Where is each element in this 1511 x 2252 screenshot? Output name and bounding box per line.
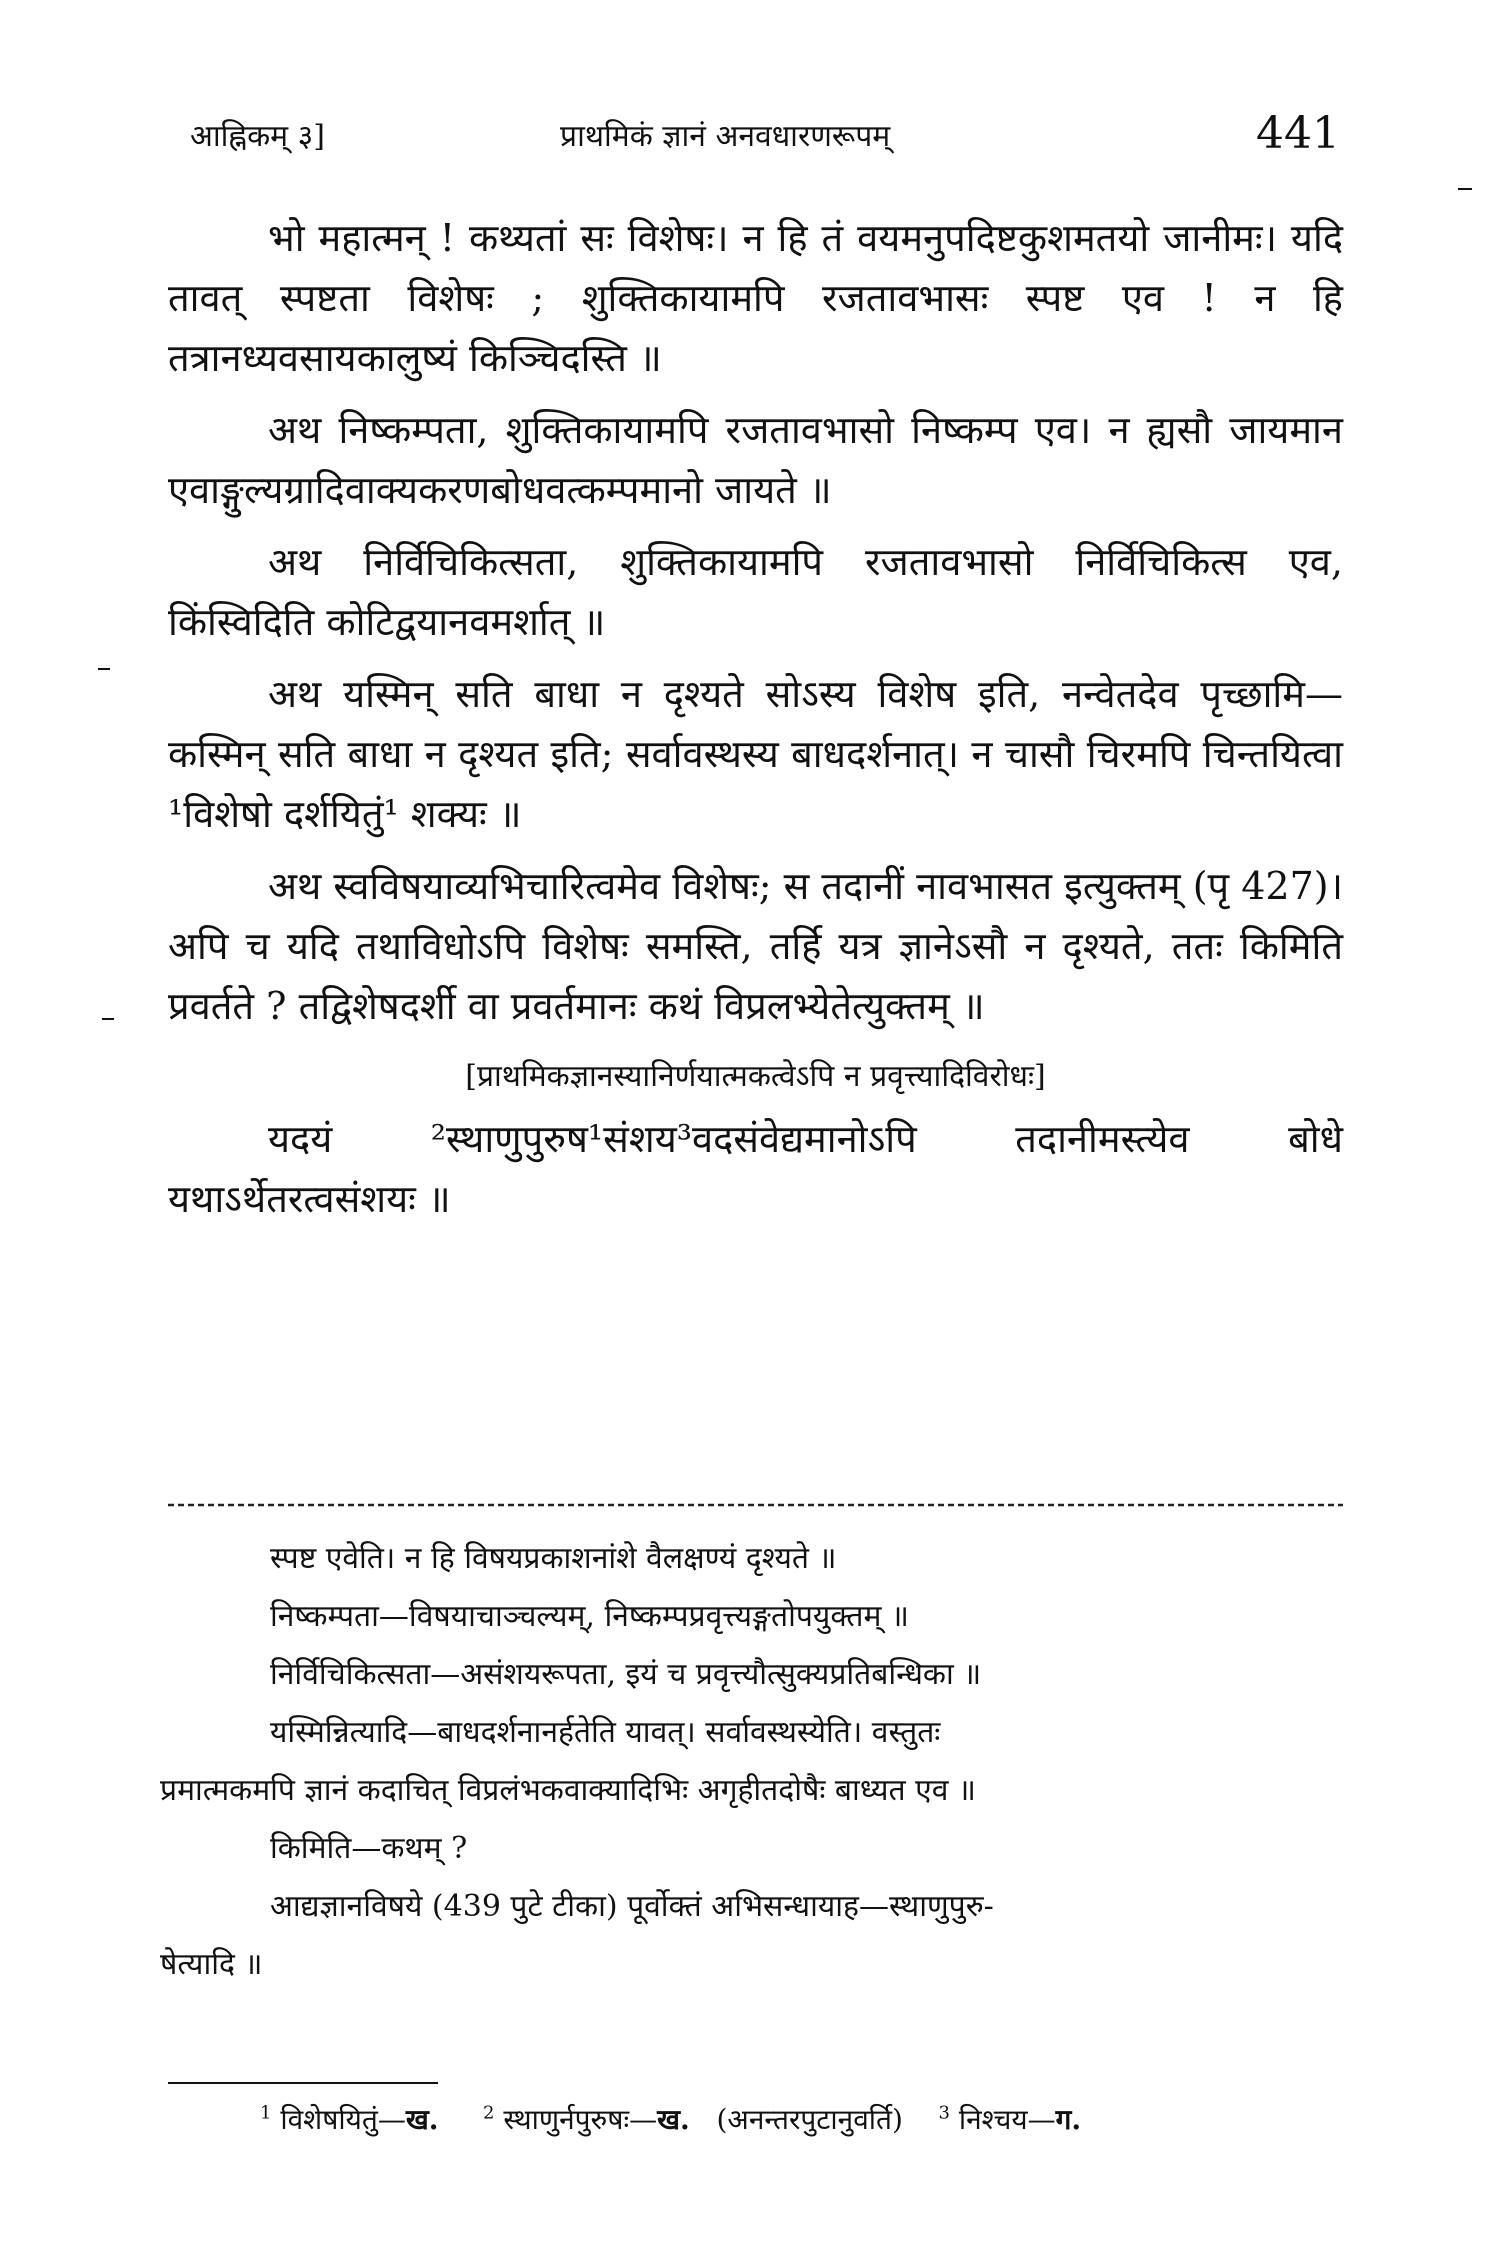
header-title: प्राथमिकं ज्ञानं अनवधारणरूपम् [560,119,891,154]
commentary [160,1530,1345,1994]
paragraph-5: अथ स्वविषयाव्यभिचारित्वमेव विशेषः; स तदानीं नावभासत इत्युक्तम् (पृ 427)। अपि च यदि तथाविधोऽपि विशेषः समस्ति, तर्हि यत्र ज्ञानेऽसौ न दृश्यते, ततः किमिति प्रवर्तते ? तद्विशेषदर्शी वा प्रवर्तमानः कथं विप्रलभ्येतेत्युक्तम् ॥ [168,864,1343,1028]
commentary-line-8: षेत्यादि ॥ [160,1947,263,1982]
paragraph-2: अथ निष्कम्पता, शुक्तिकायामपि रजतावभासो निष्कम्प एव। न ह्यसौ जायमान एवाङ्गुल्यग्रादिवाक्यकरणबोधवत्कम्पमानो जायते ॥ [168,408,1343,512]
footnote-2-marker: 2 [483,2102,495,2124]
scan-mark [98,668,110,670]
paragraph-3: अथ निर्विचिकित्सता, शुक्तिकायामपि रजतावभासो निर्विचिकित्स एव, किंस्विदिति कोटिद्वयानवमर्शात् ॥ [168,540,1343,644]
commentary-line-1: स्पष्ट एवेति। न हि विषयप्रकाशनांशे वैलक्षण्यं दृश्यते ॥ [270,1541,837,1576]
footnote-3-source: ग. [1055,2103,1082,2136]
paragraph-6: यदयं ²स्थाणुपुरुष¹संशय³वदसंवेद्यमानोऽपि तदानीमस्त्येव बोधे यथाऽर्थेतरत्वसंशयः ॥ [168,1117,1343,1221]
paragraph-4: अथ यस्मिन् सति बाधा न दृश्यते सोऽस्य विशेष इति, नन्वेतदेव पृच्छामि—कस्मिन् सति बाधा न दृश्यत इति; सर्वावस्थस्य बाधदर्शनात्। न चासौ चिरमपि चिन्तयित्वा ¹विशेषो दर्शयितुं¹ शक्यः ॥ [168,672,1343,836]
running-header [190,108,1340,168]
header-section-label: आह्निकम् ३] [190,119,325,154]
footnote-3-marker: 3 [938,2102,950,2124]
page-number: 441 [1256,108,1340,159]
footnote-2-source: ख. [657,2103,690,2136]
commentary-line-7: आद्यज्ञानविषये (439 पुटे टीका) पूर्वोक्तं अभिसन्धायाह—स्थाणुपुरु- [270,1889,994,1924]
footnote-1-text: विशेषयितुं— [280,2103,406,2136]
main-text [168,208,1343,1241]
footnote-2-note: (अनन्तरपुटानुवर्ति) [716,2103,903,2136]
footnote-1-marker: 1 [260,2102,272,2124]
commentary-line-4: यस्मिन्नित्यादि—बाधदर्शनानर्हतेति यावत्। सर्वावस्थस्येति। वस्तुतः [270,1715,941,1750]
scan-mark [1458,188,1472,190]
commentary-line-5: प्रमात्मकमपि ज्ञानं कदाचित् विप्रलंभकवाक्यादिभिः अगृहीतदोषैः बाध्यत एव ॥ [160,1773,976,1808]
footnote-1-source: ख. [405,2103,439,2136]
footnote-2-text: स्थाणुर्नपुरुषः— [503,2103,658,2136]
commentary-line-6: किमिति—कथम् ? [270,1831,468,1866]
paragraph-1: भो महात्मन् ! कथ्यतां सः विशेषः। न हि तं वयमनुपदिष्टकुशमतयो जानीमः। यदि तावत् स्पष्टता विशेषः ; शुक्तिकायामपि रजतावभासः स्पष्ट एव ! न हि तत्रानध्यवसायकालुष्यं किञ्चिदस्ति ॥ [168,216,1343,380]
footnote-3-text: निश्चय— [958,2103,1056,2136]
scan-mark [102,1018,114,1020]
commentary-line-2: निष्कम्पता—विषयाचाञ्चल्यम्, निष्कम्पप्रवृत्त्यङ्गतोपयुक्तम् ॥ [270,1599,909,1634]
footnote-rule [168,2082,438,2084]
footnotes [260,2100,1081,2138]
commentary-line-3: निर्विचिकित्सता—असंशयरूपता, इयं च प्रवृत्त्यौत्सुक्यप्रतिबन्धिका ॥ [270,1657,982,1692]
wavy-divider [168,1504,1343,1507]
section-heading: [प्राथमिकज्ञानस्यानिर्णयात्मकत्वेऽपि न प्रवृत्त्यादिविरोधः] [465,1059,1046,1094]
